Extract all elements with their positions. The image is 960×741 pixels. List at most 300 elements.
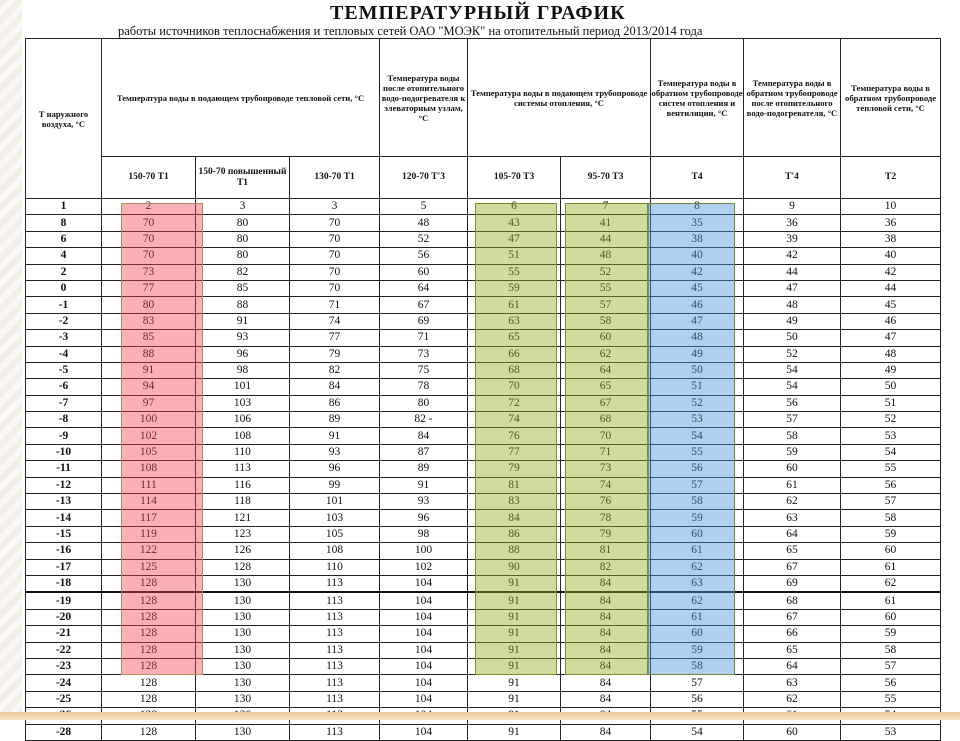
temp-value-cell: 53 bbox=[841, 724, 941, 740]
table-row bbox=[26, 626, 941, 642]
temp-value-cell: 60 bbox=[841, 543, 941, 559]
temp-value-cell: 91 bbox=[468, 575, 561, 592]
column-number: 3 bbox=[290, 199, 380, 215]
temp-value-cell: 125 bbox=[102, 559, 196, 575]
table-row bbox=[26, 264, 941, 280]
temperature-schedule-sheet bbox=[25, 38, 940, 738]
temp-value-cell: 48 bbox=[841, 346, 941, 362]
temp-value-cell: 58 bbox=[651, 658, 744, 674]
outdoor-temp-cell: -20 bbox=[26, 609, 102, 625]
temp-value-cell: 111 bbox=[102, 477, 196, 493]
temp-value-cell: 48 bbox=[561, 248, 651, 264]
temp-value-cell: 49 bbox=[841, 362, 941, 378]
outdoor-temp-cell: -4 bbox=[26, 346, 102, 362]
table-row bbox=[26, 691, 941, 707]
temp-value-cell: 51 bbox=[468, 248, 561, 264]
table-body bbox=[26, 199, 941, 741]
temp-value-cell: 67 bbox=[561, 395, 651, 411]
temp-value-cell: 96 bbox=[290, 461, 380, 477]
temp-value-cell: 44 bbox=[744, 264, 841, 280]
temp-value-cell: 73 bbox=[102, 264, 196, 280]
temp-value-cell: 66 bbox=[744, 626, 841, 642]
temp-value-cell: 89 bbox=[380, 461, 468, 477]
temp-value-cell: 91 bbox=[468, 626, 561, 642]
table-row bbox=[26, 526, 941, 542]
temp-value-cell: 102 bbox=[380, 559, 468, 575]
temp-value-cell: 62 bbox=[744, 494, 841, 510]
temp-value-cell: 49 bbox=[651, 346, 744, 362]
temp-value-cell: 59 bbox=[651, 510, 744, 526]
temp-value-cell: 50 bbox=[651, 362, 744, 378]
table-row bbox=[26, 494, 941, 510]
temperature-table bbox=[25, 38, 941, 741]
temp-value-cell: 89 bbox=[290, 412, 380, 428]
table-row bbox=[26, 642, 941, 658]
temp-value-cell: 113 bbox=[290, 642, 380, 658]
table-row bbox=[26, 330, 941, 346]
temp-value-cell: 101 bbox=[196, 379, 290, 395]
temp-value-cell: 80 bbox=[196, 248, 290, 264]
temp-value-cell: 105 bbox=[102, 444, 196, 460]
temp-value-cell: 84 bbox=[561, 592, 651, 609]
temp-value-cell: 38 bbox=[651, 231, 744, 247]
temp-value-cell: 58 bbox=[744, 428, 841, 444]
outdoor-temp-cell: -17 bbox=[26, 559, 102, 575]
table-row bbox=[26, 575, 941, 592]
temp-value-cell: 104 bbox=[380, 724, 468, 740]
temp-value-cell: 58 bbox=[841, 642, 941, 658]
temp-value-cell: 114 bbox=[102, 494, 196, 510]
temp-value-cell: 49 bbox=[744, 313, 841, 329]
temp-value-cell: 128 bbox=[102, 592, 196, 609]
temp-value-cell: 55 bbox=[841, 461, 941, 477]
temp-value-cell: 59 bbox=[841, 626, 941, 642]
temp-value-cell: 42 bbox=[744, 248, 841, 264]
temp-value-cell: 47 bbox=[651, 313, 744, 329]
temp-value-cell: 123 bbox=[196, 526, 290, 542]
table-row bbox=[26, 248, 941, 264]
document-subtitle: работы источников теплоснабжения и тепловых сетей ОАО "МОЭК" на отопительный период 2013/2014 года bbox=[118, 24, 703, 38]
temp-value-cell: 51 bbox=[651, 379, 744, 395]
temp-value-cell: 85 bbox=[196, 280, 290, 296]
temp-value-cell: 48 bbox=[744, 297, 841, 313]
temp-value-cell: 101 bbox=[290, 494, 380, 510]
temp-value-cell: 83 bbox=[468, 494, 561, 510]
outdoor-temp-cell: -2 bbox=[26, 313, 102, 329]
temp-value-cell: 130 bbox=[196, 658, 290, 674]
temp-value-cell: 56 bbox=[651, 691, 744, 707]
temp-value-cell: 45 bbox=[651, 280, 744, 296]
temp-value-cell: 104 bbox=[380, 691, 468, 707]
temp-value-cell: 53 bbox=[651, 412, 744, 428]
temp-value-cell: 44 bbox=[841, 280, 941, 296]
temp-value-cell: 104 bbox=[380, 642, 468, 658]
temp-value-cell: 57 bbox=[561, 297, 651, 313]
temp-value-cell: 113 bbox=[290, 626, 380, 642]
temp-value-cell: 91 bbox=[468, 675, 561, 691]
temp-value-cell: 63 bbox=[744, 510, 841, 526]
temp-value-cell: 98 bbox=[196, 362, 290, 378]
temp-value-cell: 70 bbox=[561, 428, 651, 444]
temp-value-cell: 52 bbox=[651, 395, 744, 411]
temp-value-cell: 56 bbox=[651, 461, 744, 477]
temp-value-cell: 84 bbox=[468, 510, 561, 526]
temp-value-cell: 84 bbox=[290, 379, 380, 395]
temp-value-cell: 81 bbox=[561, 543, 651, 559]
outdoor-temp-cell: 6 bbox=[26, 231, 102, 247]
temp-value-cell: 62 bbox=[744, 691, 841, 707]
temp-value-cell: 61 bbox=[841, 559, 941, 575]
temp-value-cell: 57 bbox=[841, 494, 941, 510]
temp-value-cell: 76 bbox=[561, 494, 651, 510]
column-number: 6 bbox=[468, 199, 561, 215]
column-number: 1 bbox=[26, 199, 102, 215]
temp-value-cell: 128 bbox=[102, 626, 196, 642]
outdoor-temp-cell: 8 bbox=[26, 215, 102, 231]
temp-value-cell: 130 bbox=[196, 575, 290, 592]
header-supply-heating: Температура воды в подающем трубопроводе системы отопления, °С bbox=[468, 39, 651, 157]
temp-value-cell: 70 bbox=[102, 215, 196, 231]
temp-value-cell: 100 bbox=[102, 412, 196, 428]
temp-value-cell: 62 bbox=[841, 575, 941, 592]
temp-value-cell: 36 bbox=[744, 215, 841, 231]
temp-value-cell: 88 bbox=[102, 346, 196, 362]
temp-value-cell: 60 bbox=[651, 526, 744, 542]
temp-value-cell: 59 bbox=[651, 642, 744, 658]
temp-value-cell: 82 - bbox=[380, 412, 468, 428]
subheader-cell: Т'4 bbox=[744, 157, 841, 199]
temp-value-cell: 83 bbox=[102, 313, 196, 329]
temp-value-cell: 121 bbox=[196, 510, 290, 526]
outdoor-temp-cell: -11 bbox=[26, 461, 102, 477]
outdoor-temp-cell: -6 bbox=[26, 379, 102, 395]
temp-value-cell: 67 bbox=[744, 559, 841, 575]
temp-value-cell: 91 bbox=[102, 362, 196, 378]
outdoor-temp-cell: -25 bbox=[26, 691, 102, 707]
temp-value-cell: 75 bbox=[380, 362, 468, 378]
temp-value-cell: 78 bbox=[380, 379, 468, 395]
temp-value-cell: 60 bbox=[380, 264, 468, 280]
temp-value-cell: 77 bbox=[290, 330, 380, 346]
temp-value-cell: 105 bbox=[290, 526, 380, 542]
outdoor-temp-cell: -8 bbox=[26, 412, 102, 428]
outdoor-temp-cell: -1 bbox=[26, 297, 102, 313]
temp-value-cell: 54 bbox=[651, 428, 744, 444]
temp-value-cell: 77 bbox=[102, 280, 196, 296]
temp-value-cell: 54 bbox=[841, 444, 941, 460]
temp-value-cell: 56 bbox=[380, 248, 468, 264]
table-row bbox=[26, 346, 941, 362]
temp-value-cell: 104 bbox=[380, 675, 468, 691]
temp-value-cell: 52 bbox=[744, 346, 841, 362]
temp-value-cell: 52 bbox=[380, 231, 468, 247]
temp-value-cell: 81 bbox=[468, 477, 561, 493]
temp-value-cell: 73 bbox=[561, 461, 651, 477]
temp-value-cell: 108 bbox=[196, 428, 290, 444]
temp-value-cell: 91 bbox=[468, 609, 561, 625]
temp-value-cell: 84 bbox=[561, 658, 651, 674]
column-number: 5 bbox=[380, 199, 468, 215]
temp-value-cell: 64 bbox=[561, 362, 651, 378]
temp-value-cell: 104 bbox=[380, 575, 468, 592]
temp-value-cell: 68 bbox=[561, 412, 651, 428]
table-row bbox=[26, 215, 941, 231]
temp-value-cell: 40 bbox=[651, 248, 744, 264]
header-outdoor: Т наружного воздуха, °С bbox=[26, 39, 102, 199]
temp-value-cell: 86 bbox=[468, 526, 561, 542]
temp-value-cell: 119 bbox=[102, 526, 196, 542]
subheader-row bbox=[26, 157, 941, 199]
temp-value-cell: 113 bbox=[290, 724, 380, 740]
table-row bbox=[26, 510, 941, 526]
table-row bbox=[26, 658, 941, 674]
temp-value-cell: 85 bbox=[102, 330, 196, 346]
temp-value-cell: 68 bbox=[744, 592, 841, 609]
temp-value-cell: 90 bbox=[468, 559, 561, 575]
temp-value-cell: 58 bbox=[841, 510, 941, 526]
table-row bbox=[26, 362, 941, 378]
table-row bbox=[26, 412, 941, 428]
temp-value-cell: 128 bbox=[102, 691, 196, 707]
temp-value-cell: 88 bbox=[196, 297, 290, 313]
temp-value-cell: 64 bbox=[744, 658, 841, 674]
temp-value-cell: 116 bbox=[196, 477, 290, 493]
table-row bbox=[26, 297, 941, 313]
temp-value-cell: 44 bbox=[561, 231, 651, 247]
temp-value-cell: 84 bbox=[380, 428, 468, 444]
header-return-net: Температура воды в обратном трубопроводе тепловой сети, °С bbox=[841, 39, 941, 157]
temp-value-cell: 52 bbox=[561, 264, 651, 280]
temp-value-cell: 60 bbox=[744, 724, 841, 740]
temp-value-cell: 58 bbox=[651, 494, 744, 510]
temp-value-cell: 126 bbox=[196, 543, 290, 559]
photo-edge-left bbox=[0, 0, 22, 720]
temp-value-cell: 36 bbox=[841, 215, 941, 231]
temp-value-cell: 65 bbox=[561, 379, 651, 395]
outdoor-temp-cell: -7 bbox=[26, 395, 102, 411]
temp-value-cell: 52 bbox=[841, 412, 941, 428]
temp-value-cell: 91 bbox=[290, 428, 380, 444]
subheader-cell: 105-70 Т3 bbox=[468, 157, 561, 199]
outdoor-temp-cell: -13 bbox=[26, 494, 102, 510]
temp-value-cell: 91 bbox=[380, 477, 468, 493]
header-row bbox=[26, 39, 941, 157]
temp-value-cell: 66 bbox=[468, 346, 561, 362]
temp-value-cell: 46 bbox=[841, 313, 941, 329]
table-row bbox=[26, 477, 941, 493]
column-number-row bbox=[26, 199, 941, 215]
subheader-cell: Т4 bbox=[651, 157, 744, 199]
temp-value-cell: 70 bbox=[290, 215, 380, 231]
temp-value-cell: 79 bbox=[290, 346, 380, 362]
column-number: 3 bbox=[196, 199, 290, 215]
temp-value-cell: 70 bbox=[290, 248, 380, 264]
temp-value-cell: 57 bbox=[651, 675, 744, 691]
temp-value-cell: 57 bbox=[841, 658, 941, 674]
temp-value-cell: 58 bbox=[561, 313, 651, 329]
temp-value-cell: 71 bbox=[380, 330, 468, 346]
temp-value-cell: 70 bbox=[290, 280, 380, 296]
temp-value-cell: 84 bbox=[561, 691, 651, 707]
temp-value-cell: 97 bbox=[102, 395, 196, 411]
photo-edge-bottom bbox=[0, 712, 960, 720]
temp-value-cell: 128 bbox=[102, 658, 196, 674]
temp-value-cell: 60 bbox=[744, 461, 841, 477]
temp-value-cell: 72 bbox=[468, 395, 561, 411]
temp-value-cell: 103 bbox=[290, 510, 380, 526]
temp-value-cell: 65 bbox=[744, 642, 841, 658]
temp-value-cell: 70 bbox=[102, 248, 196, 264]
temp-value-cell: 62 bbox=[561, 346, 651, 362]
temp-value-cell: 55 bbox=[841, 691, 941, 707]
temp-value-cell: 74 bbox=[561, 477, 651, 493]
temp-value-cell: 47 bbox=[841, 330, 941, 346]
temp-value-cell: 113 bbox=[196, 461, 290, 477]
header-after-heater: Температура воды после отопительного водо-подогревателя к элеваторным узлам, °С bbox=[380, 39, 468, 157]
temp-value-cell: 130 bbox=[196, 626, 290, 642]
temp-value-cell: 106 bbox=[196, 412, 290, 428]
temp-value-cell: 91 bbox=[468, 592, 561, 609]
temp-value-cell: 53 bbox=[841, 428, 941, 444]
temp-value-cell: 93 bbox=[196, 330, 290, 346]
temp-value-cell: 84 bbox=[561, 626, 651, 642]
temp-value-cell: 102 bbox=[102, 428, 196, 444]
temp-value-cell: 79 bbox=[468, 461, 561, 477]
subheader-cell: Т2 bbox=[841, 157, 941, 199]
temp-value-cell: 91 bbox=[468, 691, 561, 707]
temp-value-cell: 62 bbox=[651, 592, 744, 609]
column-number: 10 bbox=[841, 199, 941, 215]
temp-value-cell: 42 bbox=[841, 264, 941, 280]
temp-value-cell: 91 bbox=[468, 642, 561, 658]
table-row bbox=[26, 609, 941, 625]
temp-value-cell: 96 bbox=[196, 346, 290, 362]
outdoor-temp-cell: -22 bbox=[26, 642, 102, 658]
temp-value-cell: 70 bbox=[290, 231, 380, 247]
temp-value-cell: 128 bbox=[102, 575, 196, 592]
table-row bbox=[26, 395, 941, 411]
temp-value-cell: 63 bbox=[651, 575, 744, 592]
table-row bbox=[26, 559, 941, 575]
outdoor-temp-cell: -23 bbox=[26, 658, 102, 674]
temp-value-cell: 104 bbox=[380, 658, 468, 674]
header-return-after-heater: Температура воды в обратном трубопроводе после отопительного водо-подогревателя, °С bbox=[744, 39, 841, 157]
table-row bbox=[26, 675, 941, 691]
temp-value-cell: 61 bbox=[468, 297, 561, 313]
temp-value-cell: 50 bbox=[744, 330, 841, 346]
temp-value-cell: 61 bbox=[841, 592, 941, 609]
temp-value-cell: 113 bbox=[290, 658, 380, 674]
temp-value-cell: 108 bbox=[102, 461, 196, 477]
subheader-cell: 130-70 Т1 bbox=[290, 157, 380, 199]
temp-value-cell: 61 bbox=[651, 543, 744, 559]
temp-value-cell: 56 bbox=[841, 675, 941, 691]
outdoor-temp-cell: -9 bbox=[26, 428, 102, 444]
temp-value-cell: 104 bbox=[380, 609, 468, 625]
temp-value-cell: 73 bbox=[380, 346, 468, 362]
outdoor-temp-cell: -3 bbox=[26, 330, 102, 346]
temp-value-cell: 59 bbox=[841, 526, 941, 542]
temp-value-cell: 108 bbox=[290, 543, 380, 559]
temp-value-cell: 57 bbox=[744, 412, 841, 428]
outdoor-temp-cell: -12 bbox=[26, 477, 102, 493]
temp-value-cell: 113 bbox=[290, 675, 380, 691]
temp-value-cell: 51 bbox=[841, 395, 941, 411]
outdoor-temp-cell: -14 bbox=[26, 510, 102, 526]
table-row bbox=[26, 592, 941, 609]
temp-value-cell: 74 bbox=[290, 313, 380, 329]
temp-value-cell: 63 bbox=[468, 313, 561, 329]
outdoor-temp-cell: -21 bbox=[26, 626, 102, 642]
temp-value-cell: 41 bbox=[561, 215, 651, 231]
table-row bbox=[26, 313, 941, 329]
temp-value-cell: 98 bbox=[380, 526, 468, 542]
temp-value-cell: 45 bbox=[841, 297, 941, 313]
temp-value-cell: 113 bbox=[290, 592, 380, 609]
outdoor-temp-cell: -15 bbox=[26, 526, 102, 542]
temp-value-cell: 84 bbox=[561, 642, 651, 658]
temp-value-cell: 80 bbox=[196, 231, 290, 247]
header-supply-net: Температура воды в подающем трубопроводе тепловой сети, °С bbox=[102, 39, 380, 157]
temp-value-cell: 60 bbox=[841, 609, 941, 625]
temp-value-cell: 60 bbox=[561, 330, 651, 346]
temp-value-cell: 93 bbox=[380, 494, 468, 510]
header-return-systems: Температура воды в обратном трубопроводе систем отопления и вентиляции, °С bbox=[651, 39, 744, 157]
temp-value-cell: 130 bbox=[196, 675, 290, 691]
subheader-cell: 120-70 Т'3 bbox=[380, 157, 468, 199]
temp-value-cell: 50 bbox=[841, 379, 941, 395]
table-row bbox=[26, 280, 941, 296]
temp-value-cell: 54 bbox=[651, 724, 744, 740]
temp-value-cell: 40 bbox=[841, 248, 941, 264]
temp-value-cell: 130 bbox=[196, 642, 290, 658]
temp-value-cell: 84 bbox=[561, 675, 651, 691]
temp-value-cell: 100 bbox=[380, 543, 468, 559]
temp-value-cell: 55 bbox=[561, 280, 651, 296]
table-row bbox=[26, 724, 941, 740]
temp-value-cell: 71 bbox=[561, 444, 651, 460]
temp-value-cell: 47 bbox=[744, 280, 841, 296]
temp-value-cell: 117 bbox=[102, 510, 196, 526]
temp-value-cell: 113 bbox=[290, 691, 380, 707]
temp-value-cell: 69 bbox=[744, 575, 841, 592]
temp-value-cell: 99 bbox=[290, 477, 380, 493]
temp-value-cell: 128 bbox=[102, 724, 196, 740]
temp-value-cell: 80 bbox=[380, 395, 468, 411]
temp-value-cell: 91 bbox=[196, 313, 290, 329]
temp-value-cell: 110 bbox=[196, 444, 290, 460]
temp-value-cell: 48 bbox=[651, 330, 744, 346]
column-number: 9 bbox=[744, 199, 841, 215]
temp-value-cell: 84 bbox=[561, 724, 651, 740]
temp-value-cell: 82 bbox=[561, 559, 651, 575]
temp-value-cell: 56 bbox=[841, 477, 941, 493]
temp-value-cell: 54 bbox=[744, 379, 841, 395]
temp-value-cell: 96 bbox=[380, 510, 468, 526]
outdoor-temp-cell: -16 bbox=[26, 543, 102, 559]
temp-value-cell: 57 bbox=[651, 477, 744, 493]
table-row bbox=[26, 543, 941, 559]
temp-value-cell: 128 bbox=[102, 642, 196, 658]
temp-value-cell: 47 bbox=[468, 231, 561, 247]
table-row bbox=[26, 461, 941, 477]
outdoor-temp-cell: -28 bbox=[26, 724, 102, 740]
temp-value-cell: 79 bbox=[561, 526, 651, 542]
temp-value-cell: 43 bbox=[468, 215, 561, 231]
temp-value-cell: 70 bbox=[468, 379, 561, 395]
temp-value-cell: 60 bbox=[651, 626, 744, 642]
temp-value-cell: 113 bbox=[290, 609, 380, 625]
